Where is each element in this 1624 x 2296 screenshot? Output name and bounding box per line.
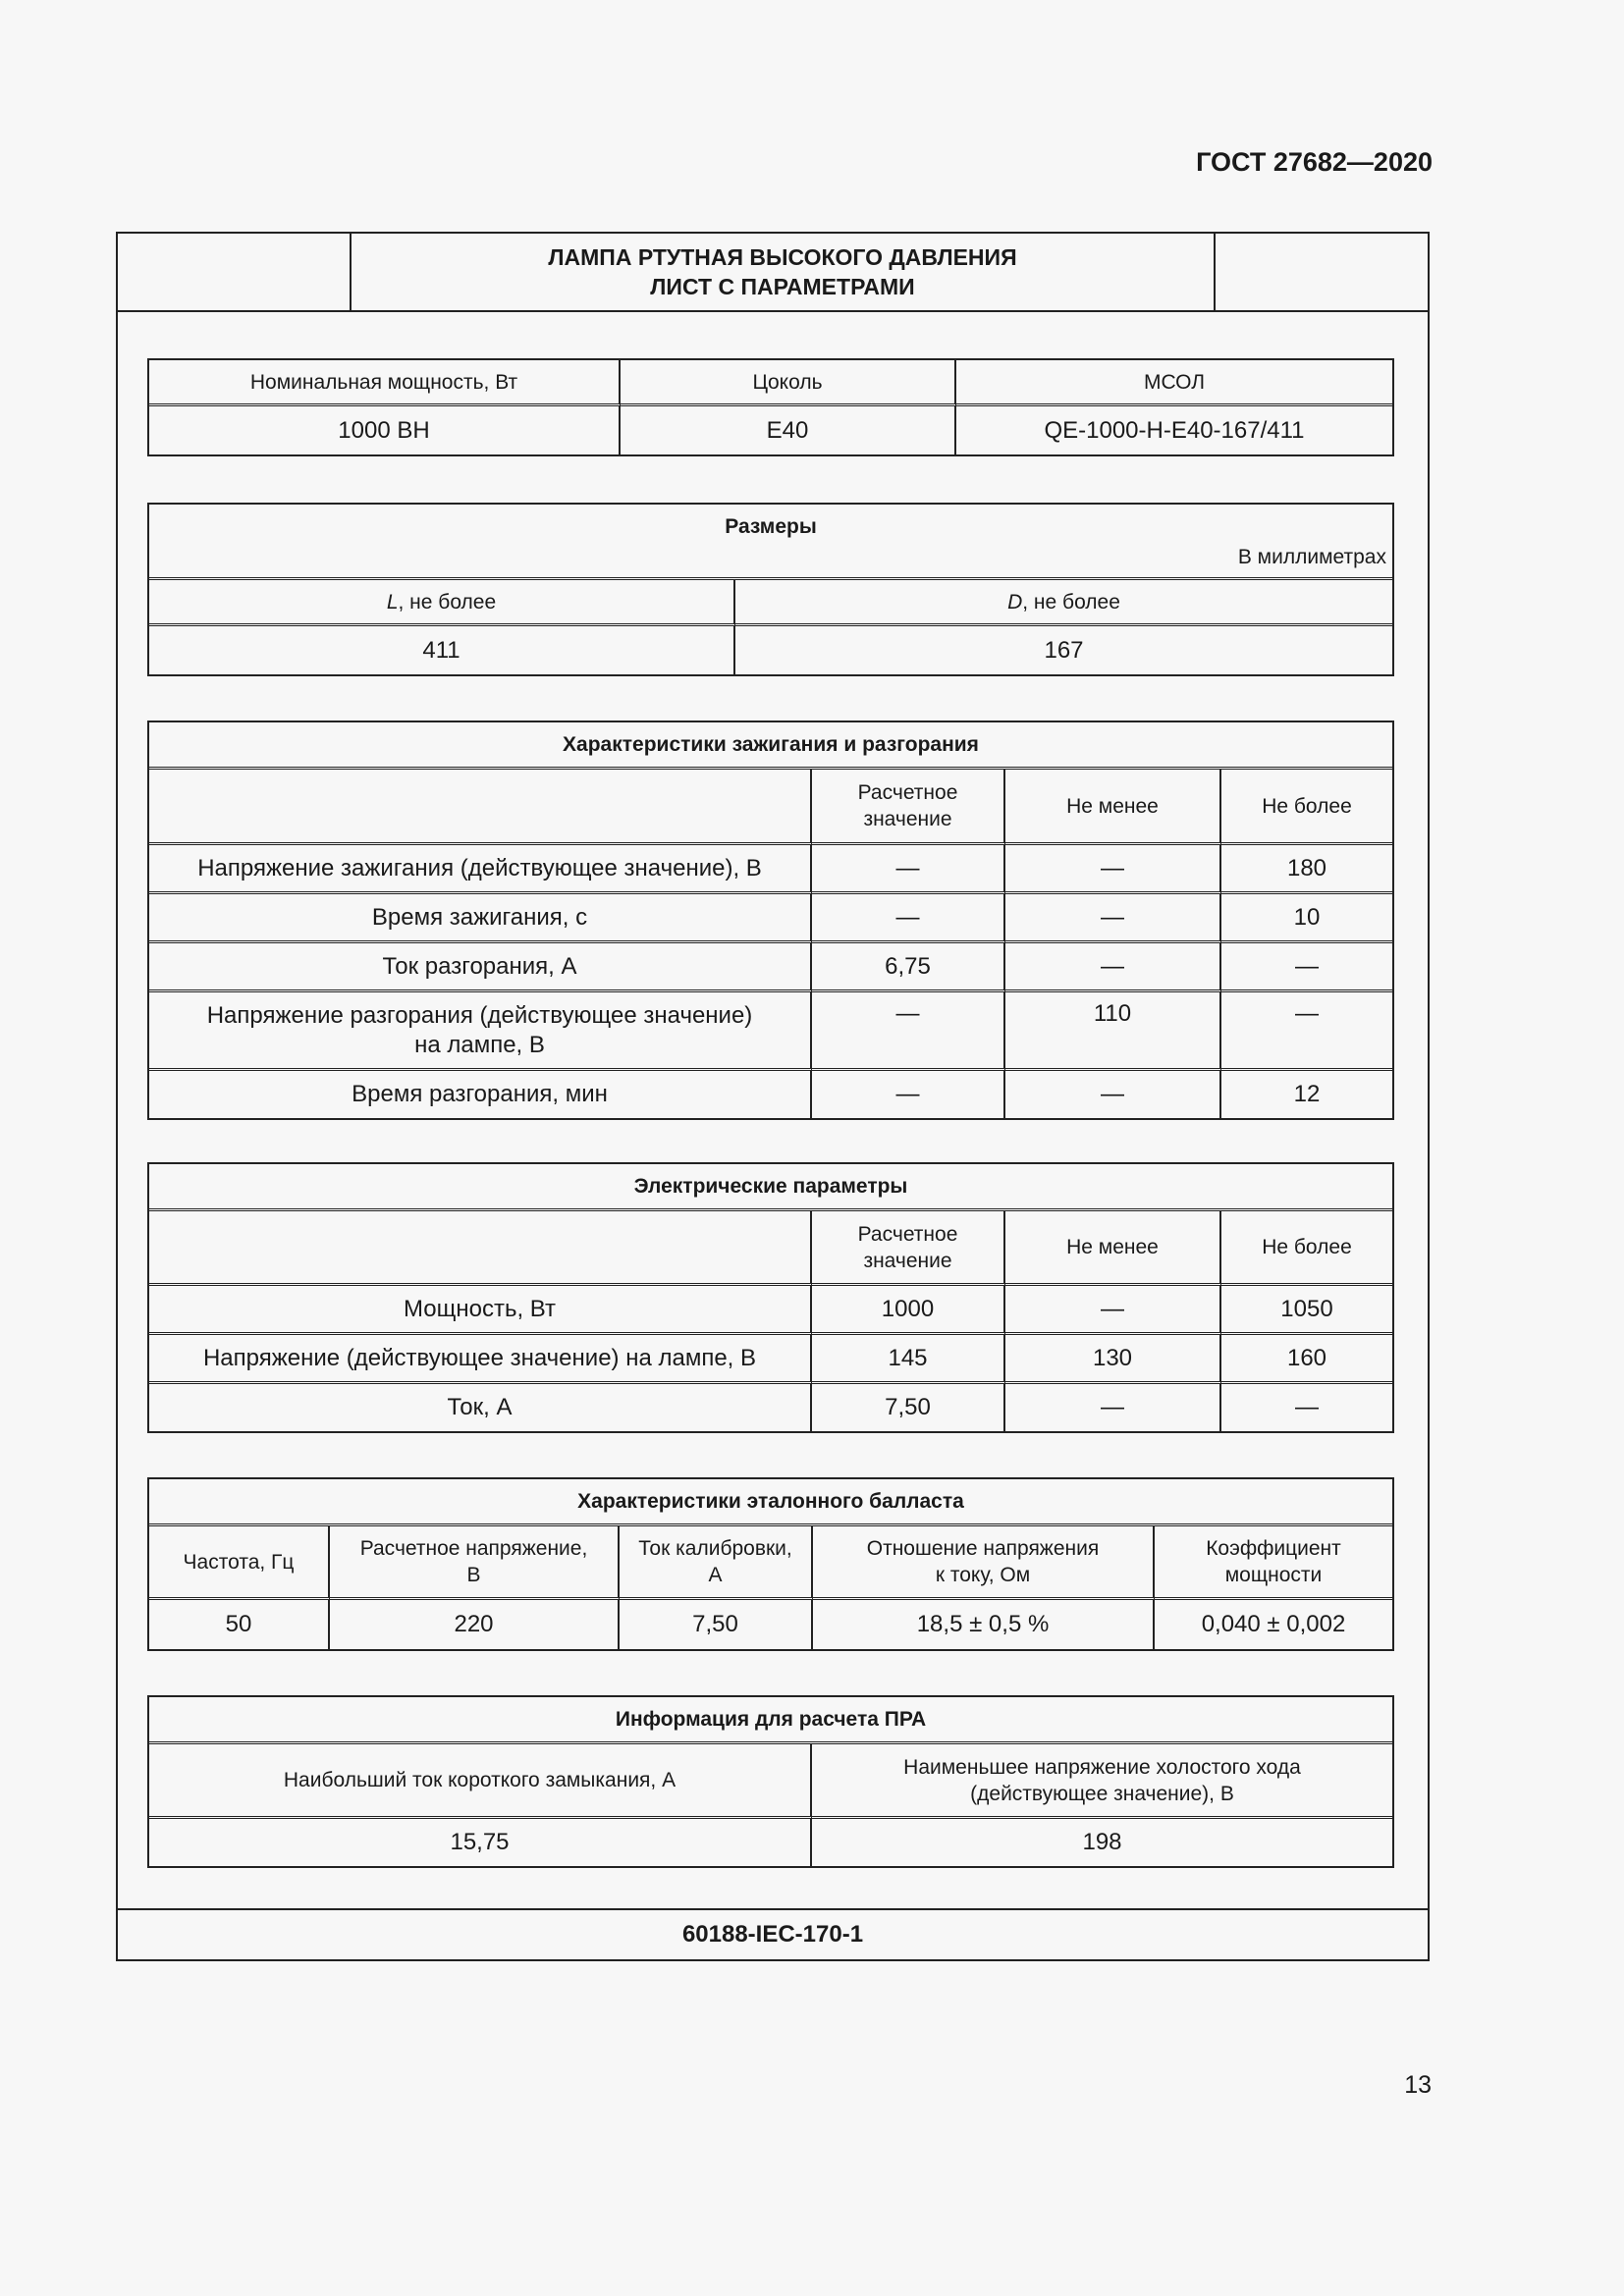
table-title: Размеры [725,515,817,538]
table-title: Электрические параметры [149,1164,1392,1211]
table-cell: 110 [1005,992,1221,1071]
table-cell: 180 [1221,845,1392,894]
table-cell: 167 [1044,636,1084,664]
table-cell: 1000 ВН [149,406,621,454]
row-label [149,992,812,1071]
table-header-cell: Расчетное значение [812,770,1005,845]
row-label-line2: на лампе, В [414,1031,545,1058]
table-cell: — [1005,845,1221,894]
ballast-table [147,1477,1394,1651]
symbol-d: D [1007,590,1023,614]
table-row [149,1335,1392,1384]
ignition-table [147,721,1394,1120]
standard-code: ГОСТ 27682—2020 [1196,147,1433,177]
table-header-cell: Не более [1221,1211,1392,1286]
header-text: , не более [1022,590,1120,614]
table-title: Характеристики эталонного балласта [149,1479,1392,1526]
table-title-cell [149,505,1392,580]
table-row [149,1071,1392,1118]
table-title: Характеристики зажигания и разгорания [149,722,1392,770]
table-header-cell [149,580,735,626]
table-header-cell [330,1526,620,1600]
table-header-cell [1155,1526,1392,1600]
table-cell: — [812,992,1005,1071]
table-header-cell [149,770,812,845]
designation-table [147,358,1394,456]
table-header-cell: Расчетное значение [812,1211,1005,1286]
table-header-cell [813,1526,1155,1600]
table-cell: — [1005,943,1221,992]
row-label: Напряжение (действующее значение) на лампе, В [149,1335,812,1384]
row-label: Ток разгорания, А [149,943,812,992]
sheet-title-line2: ЛИСТ С ПАРАМЕТРАМИ [650,274,915,299]
row-label-line1: Напряжение разгорания (действующее значение) [206,1001,753,1029]
pra-info-table [147,1695,1394,1868]
table-cell: 1050 [1221,1286,1392,1335]
table-cell: — [1295,1394,1319,1420]
table-header-cell [149,1211,812,1286]
table-cell: — [812,1071,1005,1118]
table-header-cell: Наибольший ток короткого замыкания, А [149,1744,812,1819]
dimensions-table [147,503,1394,676]
header-line1: Отношение напряжения [866,1537,1100,1560]
header-line1: Коэффициент [1206,1537,1341,1560]
table-cell: — [1005,1071,1221,1118]
header-line1: Ток калибровки, [638,1537,792,1560]
table-cell: 130 [1005,1335,1221,1384]
row-label: Мощность, Вт [149,1286,812,1335]
electrical-table [147,1162,1394,1433]
table-cell: 198 [1082,1829,1122,1855]
sheet-title-line1: ЛАМПА РТУТНАЯ ВЫСОКОГО ДАВЛЕНИЯ [548,244,1017,270]
table-header-cell [812,1744,1392,1819]
frame-header-left-cell [118,234,352,310]
header-line2: В [466,1564,481,1586]
header-text: , не более [398,590,497,614]
table-cell: 10 [1221,894,1392,943]
table-row [149,992,1392,1071]
table-header-cell [620,1526,813,1600]
table-header-cell: МСОЛ [956,360,1392,406]
table-cell: 12 [1293,1081,1321,1107]
table-cell: — [812,845,1005,894]
table-cell: 15,75 [149,1819,812,1866]
table-row [149,1286,1392,1335]
table-cell: QE-1000-H-E40-167/411 [1044,416,1305,444]
sheet-footer-code: 60188-IEC-170-1 [118,1908,1428,1959]
table-cell: 1000 [812,1286,1005,1335]
table-cell: 7,50 [620,1600,813,1649]
table-cell: 0,040 ± 0,002 [1201,1611,1346,1637]
table-cell: — [1005,894,1221,943]
row-label: Время зажигания, с [149,894,812,943]
frame-header [118,234,1428,312]
row-label: Время разгорания, мин [149,1071,812,1118]
frame-header-right-cell [1214,234,1428,310]
table-cell: 160 [1221,1335,1392,1384]
table-row [149,1819,1392,1866]
table-cell: — [1221,943,1392,992]
table-cell: 145 [812,1335,1005,1384]
table-cell: — [1221,992,1392,1071]
header-line2: мощности [1224,1564,1323,1586]
row-label: Ток, А [149,1384,812,1431]
table-cell: — [1005,1384,1221,1431]
table-cell: 411 [149,626,735,674]
header-line1: Расчетное напряжение, [359,1537,588,1560]
table-row [149,1384,1392,1431]
header-line2: (действующее значение), В [970,1782,1234,1805]
table-row [149,943,1392,992]
unit-note: В миллиметрах [1237,546,1386,568]
table-cell: 220 [330,1600,620,1649]
table-cell: E40 [621,406,956,454]
table-header-cell: Не менее [1005,770,1221,845]
table-header-cell: Не более [1221,770,1392,845]
sheet-title [352,234,1214,310]
row-label: Напряжение зажигания (действующее значение), В [149,845,812,894]
header-line2: А [708,1564,723,1586]
table-title: Информация для расчета ПРА [149,1697,1392,1744]
table-header-cell [735,580,1392,626]
table-row [149,845,1392,894]
table-header-cell: Частота, Гц [149,1526,330,1600]
page-number: 13 [1404,2071,1432,2099]
table-cell: 7,50 [812,1384,1005,1431]
table-cell: 50 [149,1600,330,1649]
table-header-cell: Номинальная мощность, Вт [149,360,621,406]
header-line1: Наименьшее напряжение холостого хода [903,1755,1301,1779]
table-row [149,894,1392,943]
table-header-cell: Цоколь [621,360,956,406]
table-cell: — [812,894,1005,943]
table-row [149,1600,1392,1649]
table-cell: 6,75 [812,943,1005,992]
table-cell: — [1005,1286,1221,1335]
symbol-l: L [386,590,399,614]
table-cell: 18,5 ± 0,5 % [813,1600,1155,1649]
table-header-cell: Не менее [1005,1211,1221,1286]
header-line2: к току, Ом [935,1564,1031,1586]
